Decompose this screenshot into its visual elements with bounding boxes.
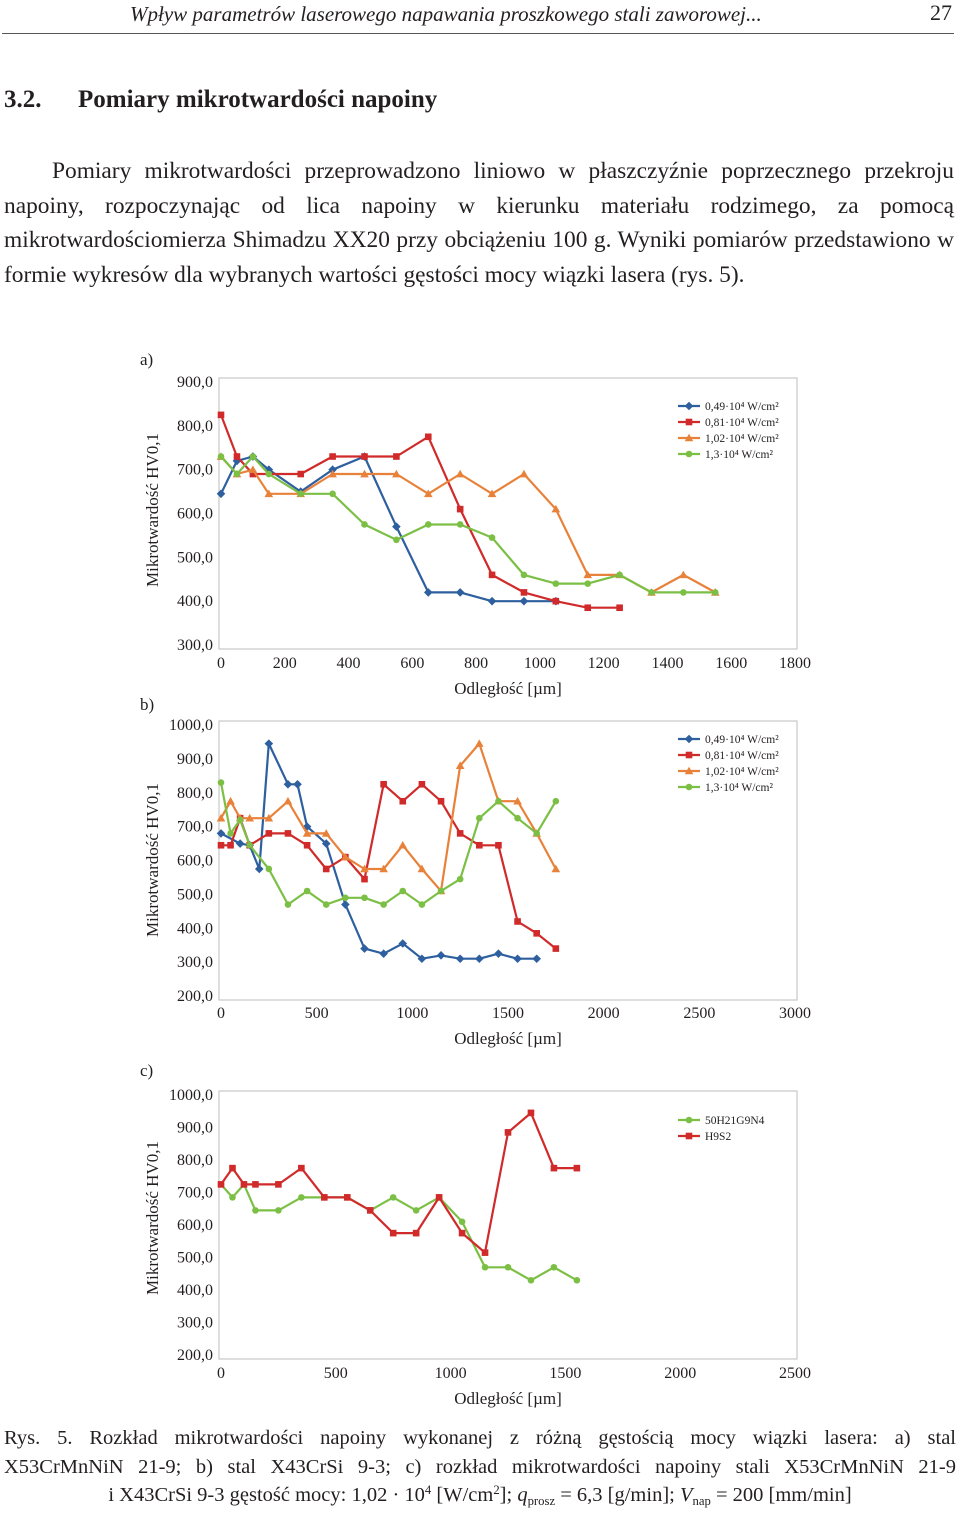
header-rule bbox=[2, 33, 954, 34]
data-point bbox=[284, 797, 293, 805]
y-tick-label: 700,0 bbox=[177, 461, 213, 479]
data-point bbox=[528, 1277, 535, 1284]
panel-label: a) bbox=[140, 350, 154, 369]
x-tick-label: 2000 bbox=[664, 1365, 697, 1382]
data-point bbox=[323, 901, 330, 908]
y-tick-label: 200,0 bbox=[177, 988, 213, 1005]
data-point bbox=[255, 865, 264, 874]
section-title: Pomiary mikrotwardości napoiny bbox=[78, 86, 438, 113]
data-point bbox=[552, 865, 561, 873]
y-tick-label: 400,0 bbox=[177, 593, 213, 611]
data-point bbox=[495, 842, 502, 849]
legend-label: 0,49·10⁴ W/cm² bbox=[705, 401, 779, 413]
legend-label: 50H21G9N4 bbox=[705, 1115, 765, 1127]
x-tick-label: 500 bbox=[304, 1005, 329, 1022]
series-line bbox=[221, 457, 556, 602]
data-point bbox=[234, 471, 241, 478]
data-point bbox=[419, 901, 426, 908]
y-axis-title: Mikrotwardość HV0,1 bbox=[143, 1141, 162, 1295]
legend-label: H9S2 bbox=[705, 1131, 732, 1143]
caption-v-symbol: V bbox=[679, 1484, 693, 1506]
data-point bbox=[241, 1181, 248, 1188]
data-point bbox=[246, 842, 253, 849]
caption-v-sub: nap bbox=[692, 1493, 711, 1508]
data-point bbox=[616, 572, 623, 579]
data-point bbox=[425, 433, 432, 440]
data-point bbox=[342, 894, 349, 901]
data-point bbox=[419, 781, 426, 788]
data-point bbox=[712, 589, 719, 596]
data-point bbox=[648, 589, 655, 596]
x-tick-label: 3000 bbox=[779, 1005, 811, 1022]
legend-label: 1,02·10⁴ W/cm² bbox=[705, 433, 779, 445]
y-tick-label: 600,0 bbox=[177, 1217, 213, 1234]
data-point bbox=[679, 571, 688, 579]
data-point bbox=[390, 1230, 397, 1237]
legend-label: 1,3·10⁴ W/cm² bbox=[705, 782, 773, 794]
data-point bbox=[266, 471, 273, 478]
data-point bbox=[360, 944, 369, 953]
x-tick-label: 2000 bbox=[587, 1005, 620, 1022]
y-tick-label: 200,0 bbox=[177, 1347, 213, 1364]
caption-text-3c: ]; bbox=[499, 1484, 518, 1506]
section-number: 3.2. bbox=[4, 86, 42, 113]
caption-text-3e: = 200 [mm/min] bbox=[710, 1484, 852, 1506]
legend-marker bbox=[686, 451, 693, 458]
legend-marker bbox=[686, 1133, 693, 1140]
y-tick-label: 900,0 bbox=[177, 374, 213, 391]
data-point bbox=[553, 598, 560, 605]
data-point bbox=[574, 1277, 581, 1284]
data-point bbox=[398, 841, 407, 849]
data-point bbox=[495, 798, 502, 805]
y-tick-label: 1000,0 bbox=[169, 1087, 213, 1104]
data-point bbox=[265, 739, 274, 748]
data-point bbox=[456, 954, 465, 963]
x-axis-title: Odległość [µm] bbox=[454, 1029, 562, 1048]
y-tick-label: 600,0 bbox=[177, 852, 213, 870]
data-point bbox=[456, 588, 465, 597]
legend bbox=[674, 1110, 784, 1148]
data-point bbox=[321, 1194, 328, 1201]
data-point bbox=[285, 901, 292, 908]
data-point bbox=[227, 830, 234, 837]
caption-q-symbol: q bbox=[517, 1484, 528, 1506]
data-point bbox=[551, 1264, 558, 1271]
data-point bbox=[413, 1230, 420, 1237]
y-tick-label: 500,0 bbox=[177, 886, 213, 904]
data-point bbox=[436, 1194, 443, 1201]
y-tick-label: 700,0 bbox=[177, 1184, 213, 1202]
x-tick-label: 600 bbox=[400, 655, 425, 672]
data-point bbox=[459, 1230, 466, 1237]
data-point bbox=[425, 521, 432, 528]
legend bbox=[674, 396, 784, 466]
caption-line-2: X53CrMnNiN 21-9; b) stal X43CrSi 9-3; c) rozkład mikrotwardości napoiny stali X53CrMnNiN 21-9 bbox=[4, 1455, 956, 1478]
x-tick-label: 1000 bbox=[434, 1365, 467, 1382]
legend-label: 0,49·10⁴ W/cm² bbox=[705, 734, 779, 746]
data-point bbox=[459, 1218, 466, 1225]
data-point bbox=[323, 866, 330, 873]
data-point bbox=[457, 506, 464, 513]
data-point bbox=[457, 830, 464, 837]
series-line bbox=[221, 415, 620, 608]
x-tick-label: 1500 bbox=[549, 1365, 582, 1382]
y-tick-label: 300,0 bbox=[177, 637, 213, 654]
y-tick-label: 700,0 bbox=[177, 818, 213, 836]
figure-caption bbox=[4, 1424, 956, 1510]
body-paragraph: Pomiary mikrotwardości przeprowadzono liniowo w płaszczyźnie poprzecznego przekroju napoiny, rozpoczynając od lica napoiny w kierunku materiału rodzimego, za pomocą mikrotwardościomierza Shimadzu XX20 przy obciążeniu 100 g. Wyniki pomiarów przedstawiono w formie wykresów dla wybranych wartości gęstości mocy wiązki lasera (rys. 5). bbox=[4, 158, 954, 288]
data-point bbox=[217, 829, 226, 838]
legend bbox=[674, 729, 784, 799]
data-point bbox=[476, 815, 483, 822]
x-tick-label: 1600 bbox=[715, 655, 748, 672]
chart-panel-b bbox=[0, 688, 960, 1058]
y-tick-label: 400,0 bbox=[177, 920, 213, 938]
data-point bbox=[457, 876, 464, 883]
data-point bbox=[475, 954, 484, 963]
chart-panel-a bbox=[0, 350, 960, 710]
legend-label: 0,81·10⁴ W/cm² bbox=[705, 417, 779, 429]
data-point bbox=[344, 1194, 351, 1201]
x-tick-label: 1400 bbox=[651, 655, 684, 672]
chart-a-svg bbox=[0, 350, 960, 710]
y-axis-title: Mikrotwardość HV0,1 bbox=[143, 783, 162, 937]
running-header bbox=[0, 0, 960, 36]
x-tick-label: 2500 bbox=[779, 1365, 811, 1382]
data-point bbox=[551, 1165, 558, 1172]
y-tick-label: 800,0 bbox=[177, 784, 213, 802]
panel-label: c) bbox=[140, 1061, 154, 1080]
series-2 bbox=[218, 412, 623, 611]
x-tick-label: 2500 bbox=[683, 1005, 716, 1022]
data-point bbox=[229, 1194, 236, 1201]
data-point bbox=[476, 842, 483, 849]
data-point bbox=[218, 453, 225, 460]
x-tick-label: 0 bbox=[217, 655, 225, 672]
data-point bbox=[297, 471, 304, 478]
data-point bbox=[520, 597, 529, 606]
data-point bbox=[252, 1181, 259, 1188]
x-tick-label: 1000 bbox=[523, 655, 556, 672]
data-point bbox=[456, 470, 465, 478]
caption-text-1: Rozkład mikrotwardości napoiny wykonanej z różną gęstością mocy wiązki lasera: a) stal bbox=[89, 1427, 956, 1449]
x-tick-label: 1200 bbox=[587, 655, 620, 672]
data-point bbox=[236, 839, 245, 848]
data-point bbox=[521, 572, 528, 579]
caption-text-3d: = 6,3 [g/min]; bbox=[555, 1484, 680, 1506]
y-tick-label: 500,0 bbox=[177, 1249, 213, 1267]
data-point bbox=[266, 866, 273, 873]
data-point bbox=[393, 537, 400, 544]
x-tick-label: 500 bbox=[323, 1365, 348, 1382]
series-1 bbox=[217, 739, 541, 963]
data-point bbox=[329, 490, 336, 497]
data-point bbox=[329, 453, 336, 460]
data-point bbox=[533, 830, 540, 837]
data-point bbox=[505, 1264, 512, 1271]
data-point bbox=[489, 572, 496, 579]
data-point bbox=[298, 1165, 305, 1172]
caption-text-3b: [W/cm bbox=[431, 1484, 494, 1506]
caption-q-sub: prosz bbox=[527, 1493, 556, 1508]
x-tick-label: 0 bbox=[217, 1005, 225, 1022]
data-point bbox=[392, 522, 401, 531]
y-tick-label: 1000,0 bbox=[169, 717, 213, 734]
data-point bbox=[553, 798, 560, 805]
caption-line-1 bbox=[4, 1424, 956, 1453]
x-tick-label: 1500 bbox=[492, 1005, 524, 1022]
chart-b-svg bbox=[0, 688, 960, 1058]
x-tick-label: 200 bbox=[272, 655, 297, 672]
data-point bbox=[275, 1207, 282, 1214]
data-point bbox=[275, 1181, 282, 1188]
data-point bbox=[494, 949, 503, 958]
series-2 bbox=[218, 1110, 580, 1256]
data-point bbox=[528, 1110, 535, 1117]
y-tick-label: 800,0 bbox=[177, 417, 213, 435]
x-tick-label: 0 bbox=[217, 1365, 225, 1382]
data-point bbox=[226, 797, 235, 805]
data-point bbox=[457, 521, 464, 528]
y-tick-label: 300,0 bbox=[177, 1314, 213, 1332]
data-point bbox=[393, 453, 400, 460]
legend-label: 0,81·10⁴ W/cm² bbox=[705, 750, 779, 762]
data-point bbox=[250, 453, 257, 460]
data-point bbox=[380, 781, 387, 788]
x-tick-label: 1000 bbox=[396, 1005, 429, 1022]
data-point bbox=[361, 521, 368, 528]
data-point bbox=[584, 604, 591, 611]
running-title: Wpływ parametrów laserowego napawania proszkowego stali zaworowej... bbox=[130, 2, 762, 26]
data-point bbox=[513, 954, 522, 963]
data-point bbox=[284, 780, 293, 789]
data-point bbox=[297, 490, 304, 497]
data-point bbox=[514, 918, 521, 925]
legend-marker bbox=[686, 784, 693, 791]
data-point bbox=[341, 900, 350, 909]
data-point bbox=[553, 945, 560, 952]
series-4 bbox=[218, 779, 559, 908]
data-point bbox=[488, 597, 497, 606]
data-point bbox=[252, 1207, 259, 1214]
x-tick-label: 800 bbox=[464, 655, 489, 672]
data-point bbox=[482, 1264, 489, 1271]
legend-marker bbox=[686, 419, 693, 426]
page-number: 27 bbox=[930, 0, 952, 25]
data-point bbox=[584, 580, 591, 587]
data-point bbox=[413, 1207, 420, 1214]
data-point bbox=[505, 1129, 512, 1136]
caption-exp2: 2 bbox=[493, 1483, 500, 1498]
data-point bbox=[218, 1181, 225, 1188]
y-axis-title: Mikrotwardość HV0,1 bbox=[143, 433, 162, 587]
data-point bbox=[304, 888, 311, 895]
chart-panel-c bbox=[0, 1058, 960, 1418]
data-point bbox=[574, 1165, 581, 1172]
panel-label: b) bbox=[140, 695, 155, 714]
y-tick-label: 900,0 bbox=[177, 1119, 213, 1137]
data-point bbox=[218, 842, 225, 849]
data-point bbox=[361, 894, 368, 901]
data-point bbox=[532, 954, 541, 963]
y-tick-label: 400,0 bbox=[177, 1282, 213, 1299]
data-point bbox=[520, 470, 529, 478]
chart-c-svg bbox=[0, 1058, 960, 1418]
data-point bbox=[424, 489, 433, 497]
data-point bbox=[367, 1207, 374, 1214]
data-point bbox=[482, 1249, 489, 1256]
data-point bbox=[285, 830, 292, 837]
data-point bbox=[293, 780, 302, 789]
data-point bbox=[218, 779, 225, 786]
data-point bbox=[521, 589, 528, 596]
data-point bbox=[399, 798, 406, 805]
x-axis-title: Odległość [µm] bbox=[454, 1389, 562, 1408]
data-point bbox=[438, 888, 445, 895]
data-point bbox=[304, 842, 311, 849]
data-point bbox=[489, 534, 496, 541]
y-tick-label: 500,0 bbox=[177, 549, 213, 567]
data-point bbox=[680, 589, 687, 596]
data-point bbox=[237, 817, 244, 824]
data-point bbox=[514, 815, 521, 822]
caption-text-3a: i X43CrSi 9-3 gęstość mocy: 1,02 · 10 bbox=[108, 1484, 425, 1506]
data-point bbox=[217, 489, 226, 498]
caption-exp: 4 bbox=[424, 1483, 432, 1498]
x-tick-label: 1800 bbox=[779, 655, 811, 672]
data-point bbox=[390, 1194, 397, 1201]
y-tick-label: 900,0 bbox=[177, 750, 213, 768]
data-point bbox=[227, 842, 234, 849]
data-point bbox=[229, 1165, 236, 1172]
legend-label: 1,02·10⁴ W/cm² bbox=[705, 766, 779, 778]
data-point bbox=[437, 951, 446, 960]
data-point bbox=[553, 580, 560, 587]
data-point bbox=[298, 1194, 305, 1201]
data-point bbox=[379, 949, 388, 958]
data-point bbox=[266, 830, 273, 837]
section-heading bbox=[4, 86, 437, 114]
caption-line-3 bbox=[4, 1481, 956, 1510]
x-tick-label: 400 bbox=[336, 655, 361, 672]
legend-marker bbox=[686, 1117, 693, 1124]
data-point bbox=[438, 798, 445, 805]
data-point bbox=[533, 930, 540, 937]
y-tick-label: 600,0 bbox=[177, 505, 213, 523]
y-tick-label: 800,0 bbox=[177, 1152, 213, 1169]
data-point bbox=[399, 888, 406, 895]
data-point bbox=[616, 604, 623, 611]
data-point bbox=[361, 453, 368, 460]
legend-label: 1,3·10⁴ W/cm² bbox=[705, 449, 773, 461]
caption-prefix: Rys. 5. bbox=[4, 1427, 73, 1449]
data-point bbox=[234, 453, 241, 460]
data-point bbox=[475, 739, 484, 747]
data-point bbox=[424, 588, 433, 597]
y-tick-label: 300,0 bbox=[177, 954, 213, 972]
x-axis-title: Odległość [µm] bbox=[454, 679, 562, 698]
series-line bbox=[221, 1113, 577, 1253]
data-point bbox=[380, 901, 387, 908]
legend-marker bbox=[686, 752, 693, 759]
data-point bbox=[218, 412, 225, 419]
data-point bbox=[361, 876, 368, 883]
